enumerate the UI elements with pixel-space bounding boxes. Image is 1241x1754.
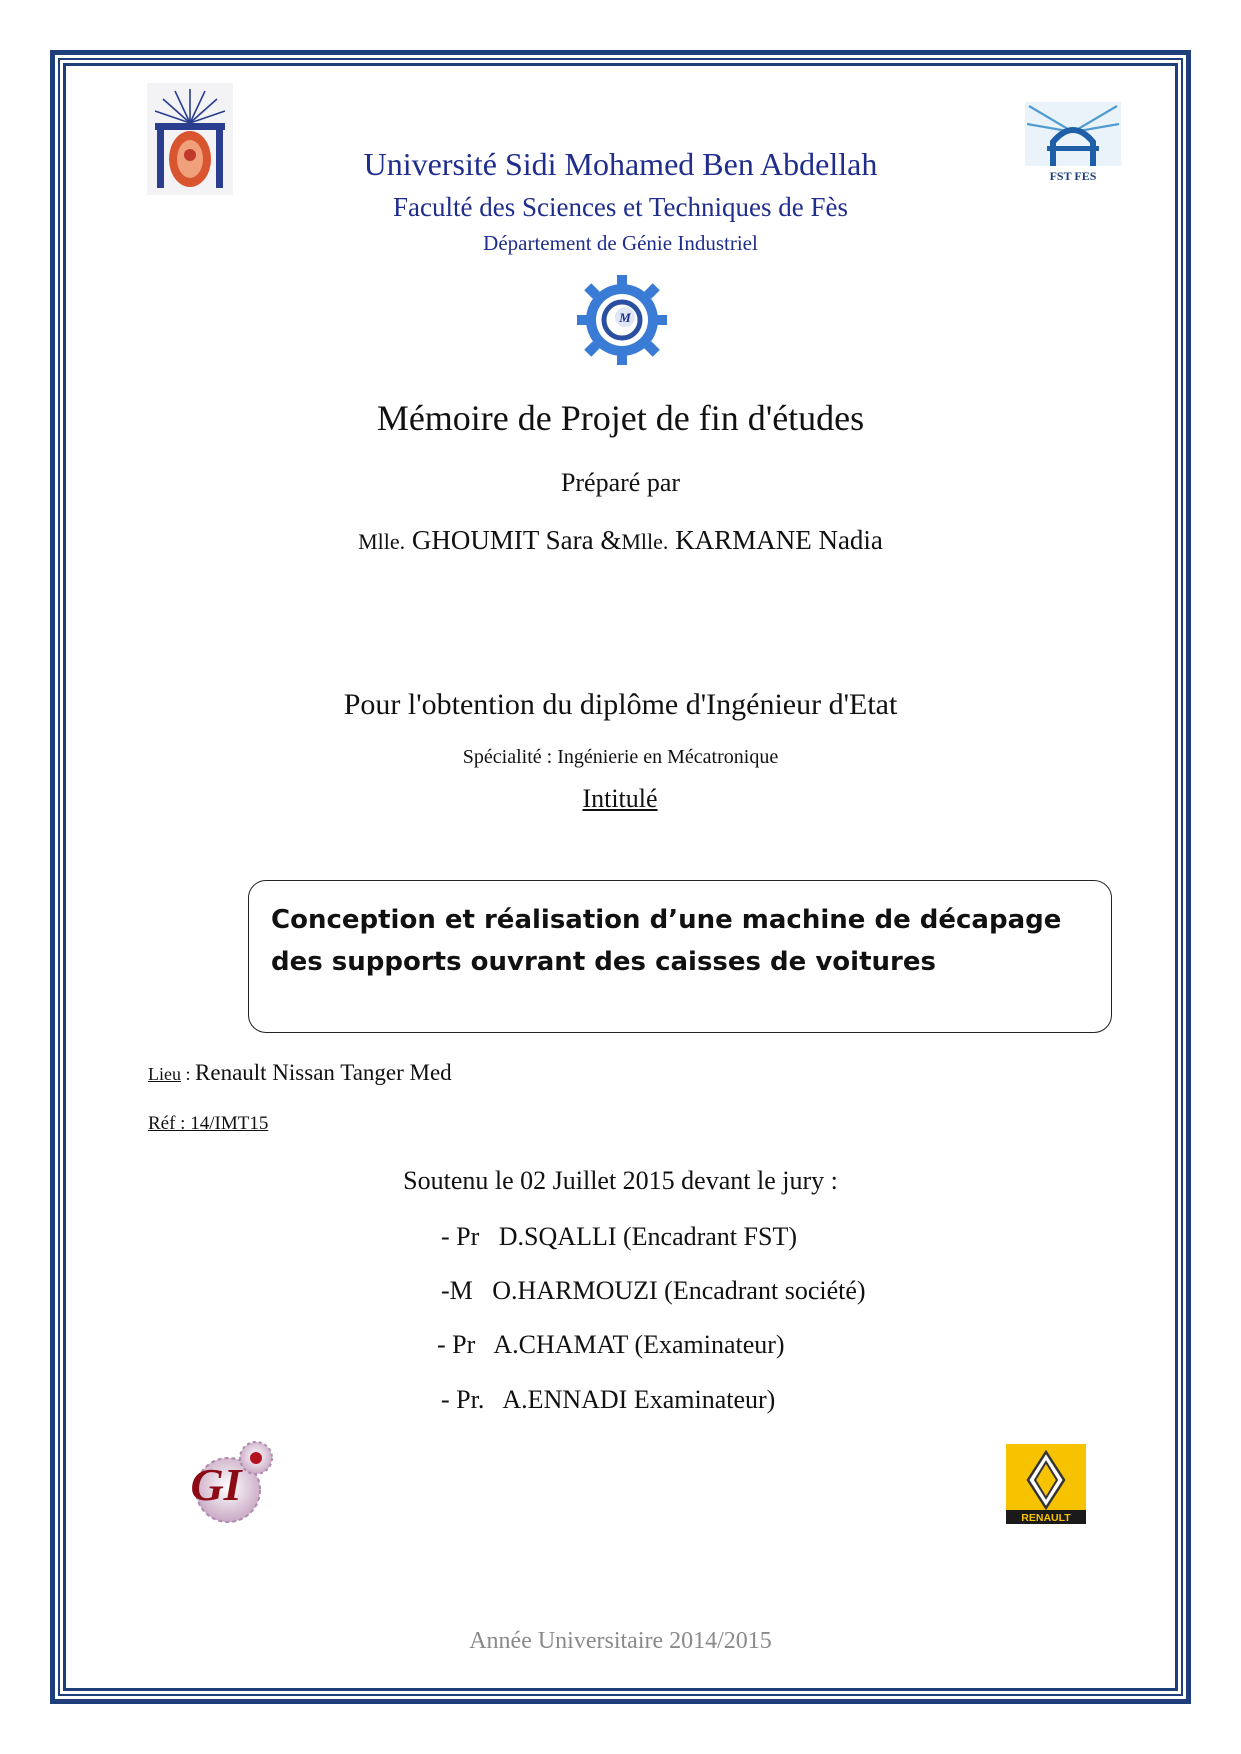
faculty-name: Faculté des Sciences et Techniques de Fès <box>393 192 848 222</box>
department-name: Département de Génie Industriel <box>483 231 758 255</box>
reference: Réf : 14/IMT15 <box>148 1113 269 1134</box>
mechatronics-gear-logo-icon <box>575 273 669 367</box>
svg-text:M: M <box>619 310 631 325</box>
academic-year: Année Universitaire 2014/2015 <box>469 1628 772 1654</box>
renault-logo-icon <box>1006 1444 1086 1524</box>
author1-prefix: Mlle. <box>358 529 406 554</box>
lieu <box>148 1060 452 1086</box>
jury-member-3: - Pr A.CHAMAT (Examinateur) <box>437 1330 785 1359</box>
prepared-by: Préparé par <box>560 468 681 497</box>
author2-prefix: Mlle. <box>621 529 669 554</box>
authors <box>0 525 1241 556</box>
author2-name: KARMANE Nadia <box>668 525 883 555</box>
diploma-purpose: Pour l'obtention du diplôme d'Ingénieur d'Etat <box>343 688 898 721</box>
lieu-separator: : <box>181 1064 196 1084</box>
intitule-label: Intitulé <box>582 784 658 813</box>
project-title-box <box>248 880 1112 1033</box>
project-title-line1: Conception et réalisation d’une machine de décapage <box>271 905 1062 935</box>
project-title-line2: des supports ouvrant des caisses de voitures <box>271 947 936 977</box>
gi-label: GI <box>190 1459 242 1510</box>
defense-statement: Soutenu le 02 Juillet 2015 devant le jury : <box>403 1166 838 1195</box>
jury-member-2: -M O.HARMOUZI (Encadrant société) <box>441 1276 866 1305</box>
jury-member-1: - Pr D.SQALLI (Encadrant FST) <box>441 1222 797 1251</box>
specialty: Spécialité : Ingénierie en Mécatronique <box>462 746 779 768</box>
jury-member-4: - Pr. A.ENNADI Examinateur) <box>441 1385 776 1414</box>
lieu-value: Renault Nissan Tanger Med <box>195 1060 452 1085</box>
renault-label: RENAULT <box>1021 1512 1071 1524</box>
gi-logo-icon <box>170 1436 276 1532</box>
university-name: Université Sidi Mohamed Ben Abdellah <box>363 146 878 182</box>
lieu-label: Lieu <box>148 1064 181 1084</box>
author1-name: GHOUMIT Sara & <box>405 525 622 555</box>
fst-fes-label: FST FES <box>1049 169 1097 183</box>
memoire-title: Mémoire de Projet de fin d'études <box>376 398 865 438</box>
